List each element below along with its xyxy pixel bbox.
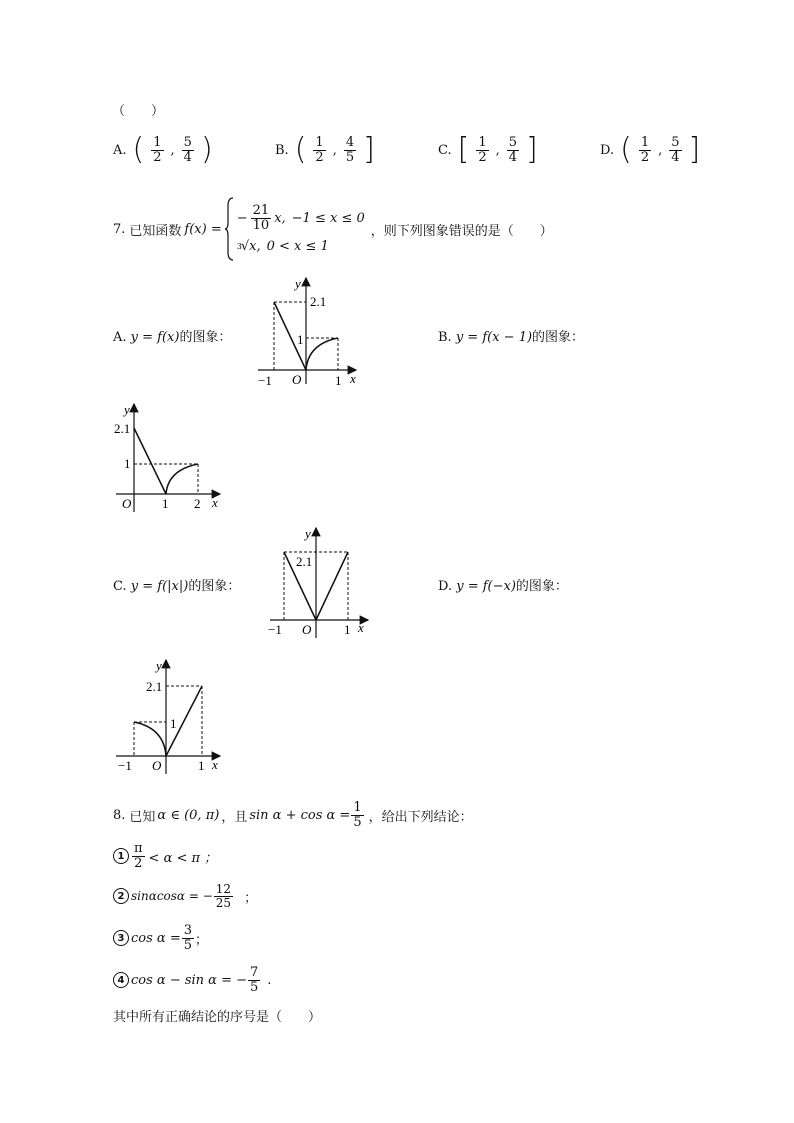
circled-number: 3 [113,930,129,946]
brace-icon [225,196,235,262]
conclusion-2: 2 sinαcosα = − $\frac{12}{25}$ ； [113,878,257,914]
origin-label: O [152,758,162,773]
fraction: $\frac{3}{5}$ [183,922,192,953]
function-name: f(x) = [184,221,222,237]
fraction: $\frac{4}{5}$ [345,134,355,165]
fraction: $\frac{5}{4}$ [183,134,192,165]
question-number: 7. [113,221,126,237]
axis-label-y: y [124,402,130,417]
fraction: $\frac{1}{2}$ [640,134,650,165]
tick-label: 1 [124,456,131,471]
axis-label-y: y [295,276,301,291]
axis-label-y: y [156,658,162,673]
fraction: $\frac{1}{2}$ [153,134,162,165]
axis-label-x: x [212,757,218,772]
conclusion-4: 4 cos α − sin α = − $\frac{7}{5}$ . [113,962,271,998]
fraction: $\frac{7}{5}$ [250,964,259,995]
graph-c [264,524,374,642]
q7-lead: 已知函数 [129,223,182,239]
conclusion-1: 1 $\frac{\pi}{2}$ < α < π ； [113,838,217,874]
tick-label: −1 [268,622,282,637]
fraction: $\frac{1}{2}$ [315,134,324,165]
q7-option-b[interactable]: B. y = f(x − 1)的图象： [438,330,585,345]
graph-d [112,656,232,778]
fraction: $\frac{12}{25}$ [215,881,232,910]
option-letter: D. [600,142,615,158]
fraction: $\frac{5}{4}$ [671,134,680,165]
q7-tail: ，则下列图象错误的是（ ） [370,223,553,239]
fraction: $\frac{5}{4}$ [508,134,518,165]
tick-label: 2.1 [146,679,163,694]
option-letter: C. [438,142,452,158]
option-letter: B. [275,142,289,158]
graph-a [250,272,370,392]
q7-option-c[interactable]: C. y = f(|x|)的图象： [113,579,241,594]
axis-label-y: y [305,526,311,541]
q8-question: 其中所有正确结论的序号是（ ） [113,1010,322,1025]
tick-label: 2.1 [296,554,313,569]
tick-label: 2.1 [114,421,131,436]
tick-label: −1 [118,758,132,773]
fraction: $\frac{21}{10}$ [252,203,270,233]
tick-label: 1 [335,373,342,388]
circled-number: 2 [113,888,129,904]
axis-label-x: x [212,495,218,510]
tick-label: 1 [162,496,169,511]
q6-stem-tail: （ ） [112,104,165,119]
origin-label: O [292,372,302,387]
q6-option-c[interactable]: C. [ $\frac{1}{2}$ , $\frac{5}{4}$ ] [438,132,538,167]
q8-stem: 8. 已知 α ∈ (0, π) ，且 sin α + cos α = $\frac{1}{5}$ ，给出下列结论： [113,799,473,830]
fraction: $\frac{1}{2}$ [478,134,487,165]
graph-b [112,400,232,520]
axis-label-x: x [350,371,356,386]
tick-label: 1 [344,622,351,637]
tick-label: 1 [297,332,304,347]
q6-option-a[interactable]: A. ( $\frac{1}{2}$ , $\frac{5}{4}$ ) [113,132,213,167]
axis-label-x: x [358,620,364,635]
q6-option-d[interactable]: D. ( $\frac{1}{2}$ , $\frac{5}{4}$ ] [600,132,701,167]
conclusion-3: 3 cos α = $\frac{3}{5}$ ； [113,920,208,956]
q7-stem [113,196,553,262]
q7-option-d[interactable]: D. y = f(−x)的图象： [438,579,568,594]
circled-number: 4 [113,972,129,988]
origin-label: O [302,622,312,637]
piecewise-cases: − $\frac{21}{10}$ x, −1 ≤ x ≤ 0 3 √x, 0 < x ≤ 1 [236,203,365,254]
tick-label: −1 [258,373,272,388]
tick-label: 1 [170,716,177,731]
tick-label: 1 [198,758,205,773]
option-letter: A. [113,142,127,158]
circled-number: 1 [113,848,129,864]
fraction: $\frac{1}{5}$ [353,799,362,830]
origin-label: O [122,496,132,511]
tick-label: 2.1 [310,294,327,309]
tick-label: 2 [194,496,201,511]
q7-option-a[interactable]: A. y = f(x)的图象： [113,330,232,345]
q6-option-b[interactable]: B. ( $\frac{1}{2}$ , $\frac{4}{5}$ ] [275,132,375,167]
fraction: $\frac{\pi}{2}$ [134,840,143,871]
question-number: 8. [113,807,126,823]
